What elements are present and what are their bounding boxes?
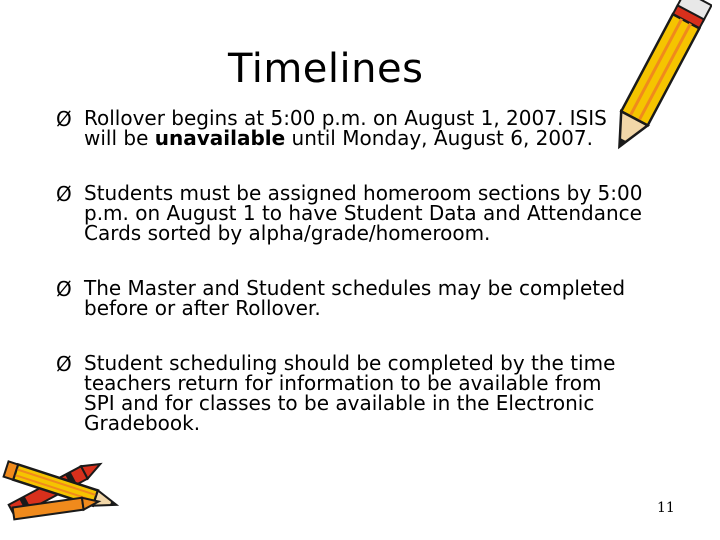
bullet-text [84, 183, 644, 243]
bullet-line [84, 223, 644, 243]
bullet-text [84, 108, 644, 148]
slide-title: Timelines [228, 46, 424, 92]
crayons-icon [0, 440, 130, 530]
bullet-segment: before or after Rollover. [84, 296, 321, 320]
bullet-segment: will be [84, 126, 155, 150]
bullet-segment: Gradebook. [84, 411, 201, 435]
bullet-segment: Cards sorted by alpha/grade/homeroom. [84, 221, 491, 245]
bullet-arrow-icon: Ø [56, 107, 72, 131]
bullet-line [84, 413, 644, 433]
bullet-line [84, 353, 644, 373]
bullet-line [84, 393, 644, 413]
bullet-segment: Students must be assigned homeroom sections by 5:00 [84, 181, 643, 205]
pencil-icon [600, 0, 712, 160]
bullet-line [84, 373, 644, 393]
bullet-segment: The Master and Student schedules may be completed [84, 276, 626, 300]
bullet-arrow-icon: Ø [56, 352, 72, 376]
bullet-segment: until Monday, August 6, 2007. [285, 126, 593, 150]
bullet-line [84, 108, 644, 128]
bullet-segment: SPI and for classes to be available in the Electronic [84, 391, 595, 415]
bullet-text [84, 353, 644, 433]
bullet-arrow-icon: Ø [56, 182, 72, 206]
bullet-segment: Rollover begins at 5:00 p.m. on August 1, 2007. ISIS [84, 106, 607, 130]
bullet-line [84, 298, 644, 318]
bullet-line [84, 183, 644, 203]
bullet-arrow-icon: Ø [56, 277, 72, 301]
bullet-line [84, 128, 644, 148]
bullet-emphasis: unavailable [154, 126, 286, 150]
bullet-segment: p.m. on August 1 to have Student Data and Attendance [84, 201, 642, 225]
bullet-text [84, 278, 644, 318]
bullet-line [84, 278, 644, 298]
bullet-segment: Student scheduling should be completed by the time [84, 351, 616, 375]
bullet-line [84, 203, 644, 223]
bullet-segment: teachers return for information to be available from [84, 371, 602, 395]
page-number: 11 [657, 500, 675, 516]
